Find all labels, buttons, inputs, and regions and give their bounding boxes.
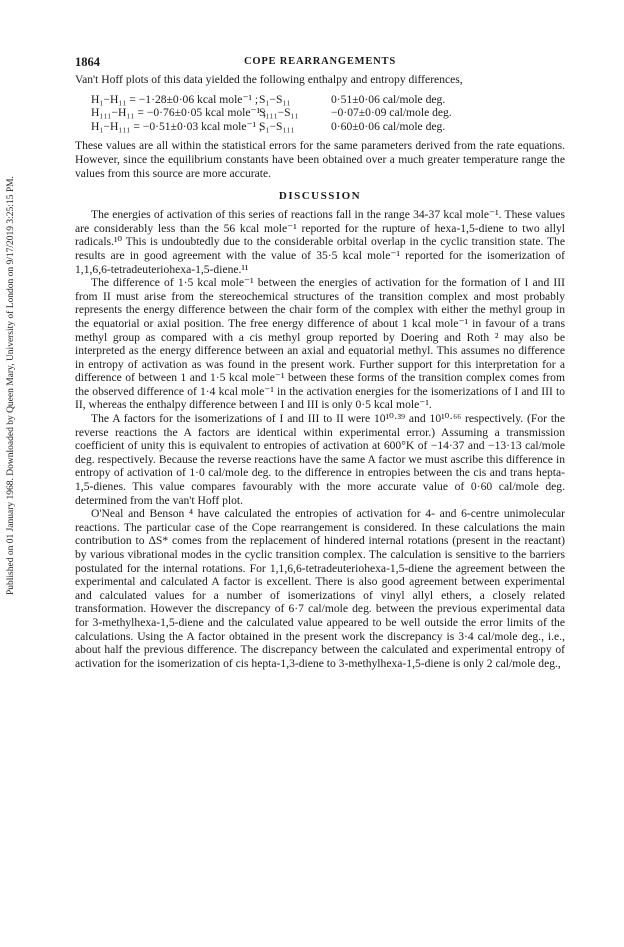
equation-row (91, 93, 565, 107)
page-header (75, 55, 565, 73)
download-notice-text: Published on 01 January 1968. Downloaded by Queen Mary, University of London on 9/17/2019 3:25:15 PM. (6, 176, 16, 595)
intro-paragraph: Van't Hoff plots of this data yielded the following enthalpy and entropy differences, (75, 73, 463, 86)
enthalpy-difference: H₁−H₁₁₁ = −0·51±0·03 kcal mole⁻¹ ; (91, 119, 263, 133)
equation-row (91, 106, 565, 120)
enthalpy-difference: H₁−H₁₁ = −1·28±0·06 kcal mole⁻¹ ; (91, 92, 259, 106)
page-number: 1864 (75, 55, 100, 69)
body-paragraph: O'Neal and Benson ⁴ have calculated the entropies of activation for 4- and 6-centre unimolecular reactions. The particular case of the Cope rearrangement is considered. In these calculations the main contribution to ΔS* comes from the replacement of hindered internal rotations (present in the reactant) by various vibrational modes in the cyclic transition complex. The calculation is sensitive to the barriers postulated for the internal rotations. For 1,1,6,6-tetradeuteriohexa-1,5-diene the agreement between the experimental and calculated A factor is excellent. There is also good agreement between experimental and calculated values for a number of isomerizations of vinyl allyl ethers, a closely related transformation. However the discrepancy of 6·7 cal/mole deg. between the previous experimental data for 3-methylhexa-1,5-diene and the calculated value appeared to be well outside the error limits of the calculations. Using the A factor obtained in the present work the discrepancy is 3·4 cal/mole deg., i.e., about half the previous difference. The discrepancy between the calculated and experimental entropy of activation for the isomerization of cis hepta-1,3-diene to 3-methylhexa-1,5-diene is only 2 cal/mole deg., (75, 507, 565, 670)
running-title: COPE REARRANGEMENTS (243, 56, 396, 67)
entropy-label: S₁₁₁−S₁₁ (259, 106, 299, 120)
equation-row (91, 120, 565, 134)
body-paragraph: The difference of 1·5 kcal mole⁻¹ between the energies of activation for the formation of I and III from II must arise from the stereochemical structures of the transition complex and most probably represents the energy difference between the chair form of the complex with either the methyl group in the equatorial or axial position. The free energy difference of about 1 kcal mole⁻¹ in favour of a trans methyl group as compared with a cis methyl group reported by Doering and Roth ² may also be interpreted as the energy difference between an axial and equatorial methyl. This assumes no difference in entropy of activation as was found in the present work. Further support for this interpretation for a difference of between 1 and 1·5 kcal mole⁻¹ between these forms of the transition complex comes from the observed difference of 1·4 kcal mole⁻¹ in the activation energies for the isomerizations of I and III to II, whereas the enthalpy difference between I and III is only 0·5 kcal mole⁻¹. (75, 276, 565, 412)
entropy-value: 0·51±0·06 cal/mole deg. (331, 92, 446, 106)
entropy-value: 0·60±0·06 cal/mole deg. (331, 119, 446, 133)
download-notice-sidebar (4, 105, 20, 605)
entropy-label: S₁−S₁₁ (259, 92, 291, 106)
equation-block (91, 93, 565, 134)
enthalpy-difference: H₁₁₁−H₁₁ = −0·76±0·05 kcal mole⁻¹ ; (91, 106, 267, 120)
body-paragraph: The energies of activation of this series of reactions fall in the range 34-37 kcal mole⁻¹. These values are considerably less than the 56 kcal mole⁻¹ reported for the rupture of hexa-1,5-diene to two allyl radicals.¹⁰ This is undoubtedly due to the considerable orbital overlap in the cyclic transition state. The results are in good agreement with the value of 35·5 kcal mole⁻¹ reported for the isomerization of 1,1,6,6-tetradeuteriohexa-1,5-diene.¹¹ (75, 208, 565, 276)
body-paragraph: The A factors for the isomerizations of I and III to II were 10¹⁰·³⁹ and 10¹⁰·⁶⁶ respectively. (For the reverse reactions the A factors are identical within experimental error.) Assuming a transmission coefficient of unity this is equivalent to entropies of activation at 600°K of −14·37 and −13·13 cal/mole deg. respectively. Because the reverse reactions have the same A factor we must ascribe this difference in entropy of activation of 1·0 cal/mole deg. to the difference in entropies between the cis and trans hepta-1,5-dienes. This value compares favourably with the more accurate value of 0·60 cal/mole deg. determined from the van't Hoff plot. (75, 412, 565, 507)
entropy-label: S₁−S₁₁₁ (259, 119, 295, 133)
section-heading: DISCUSSION (278, 190, 362, 203)
statistical-errors-paragraph: These values are all within the statistical errors for the same parameters derived from the rate equations. However, since the equilibrium constants have been obtained over a much greater temperature range the values from this source are more accurate. (75, 139, 565, 180)
entropy-value: −0·07±0·09 cal/mole deg. (331, 106, 452, 120)
article-page (75, 55, 565, 670)
